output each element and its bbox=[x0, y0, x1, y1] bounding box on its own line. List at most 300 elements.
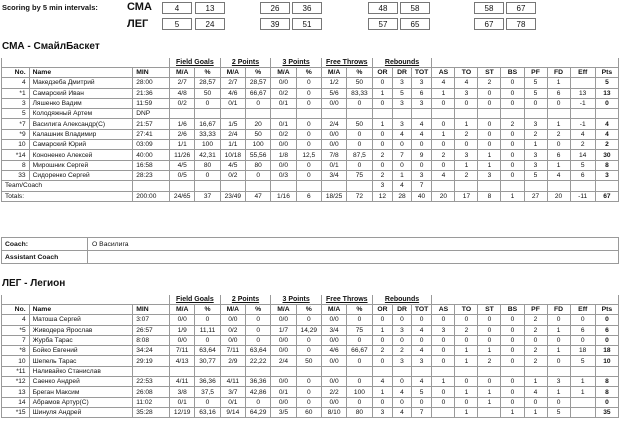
stat-cell: 0 bbox=[524, 397, 547, 407]
totals-cell: 23/49 bbox=[220, 191, 245, 201]
stat-cell: 60 bbox=[296, 407, 321, 417]
player-pts: 8 bbox=[595, 387, 618, 397]
stat-cell: 0/0 bbox=[321, 397, 346, 407]
player-row bbox=[2, 109, 619, 119]
stat-cell: 1 bbox=[547, 119, 570, 129]
stat-cell bbox=[570, 181, 595, 191]
stat-cell: 4/8 bbox=[170, 88, 195, 98]
stat-cell: 4 bbox=[2, 78, 30, 88]
stat-cell: 0 bbox=[501, 387, 524, 397]
stat-cell bbox=[478, 366, 501, 376]
stat-cell: 0/1 bbox=[220, 397, 245, 407]
player-name: Абрамов Артур(С) bbox=[29, 397, 133, 407]
stat-cell: 36,36 bbox=[245, 377, 270, 387]
player-row bbox=[2, 356, 619, 366]
stat-cell bbox=[524, 366, 547, 376]
stat-cell: 2/6 bbox=[170, 129, 195, 139]
stat-cell: 0 bbox=[455, 377, 478, 387]
stat-cell: 0 bbox=[478, 325, 501, 335]
stat-cell: *15 bbox=[2, 407, 30, 417]
stat-cell bbox=[321, 109, 346, 119]
stat-cell: 0 bbox=[501, 98, 524, 108]
stat-cell: 0 bbox=[455, 397, 478, 407]
stat-cell: 0 bbox=[195, 170, 220, 180]
stat-cell: 2 bbox=[455, 170, 478, 180]
col-bs: BS bbox=[501, 68, 524, 78]
player-name: Кононенко Алексей bbox=[29, 150, 133, 160]
stat-cell: 26:08 bbox=[133, 387, 170, 397]
stat-cell: 3 bbox=[393, 119, 411, 129]
stat-cell: 0/2 bbox=[220, 170, 245, 180]
stat-cell: 0 bbox=[411, 335, 432, 345]
stat-cell: 0 bbox=[347, 315, 372, 325]
totals-cell: 20 bbox=[547, 191, 570, 201]
player-row bbox=[2, 325, 619, 335]
team-coach-row bbox=[2, 181, 619, 191]
player-row bbox=[2, 335, 619, 345]
player-pts: 6 bbox=[595, 325, 618, 335]
col-group-rebounds: Rebounds bbox=[372, 295, 432, 305]
player-name: Самарский Юрий bbox=[29, 140, 133, 150]
stat-cell: 4 bbox=[393, 181, 411, 191]
stat-cell: 0 bbox=[478, 98, 501, 108]
stat-cell: 1/1 bbox=[170, 140, 195, 150]
totals-cell: 200:00 bbox=[133, 191, 170, 201]
player-row bbox=[2, 150, 619, 160]
stat-cell: 3 bbox=[411, 98, 432, 108]
stat-cell: 3 bbox=[372, 407, 393, 417]
stat-cell: 2 bbox=[524, 129, 547, 139]
stat-cell: 0 bbox=[432, 315, 455, 325]
stat-cell: 28:00 bbox=[133, 78, 170, 88]
player-name: Ляшенко Вадим bbox=[29, 98, 133, 108]
col-group-2-points: 2 Points bbox=[220, 58, 271, 68]
stat-cell bbox=[271, 109, 296, 119]
stat-cell bbox=[393, 366, 411, 376]
stat-cell: 4 bbox=[411, 377, 432, 387]
stat-cell: 3 bbox=[411, 170, 432, 180]
stat-cell: 0 bbox=[501, 170, 524, 180]
stat-cell: 1 bbox=[478, 150, 501, 160]
col-st: ST bbox=[478, 305, 501, 315]
stat-cell: 0 bbox=[524, 98, 547, 108]
col-group-2-points: 2 Points bbox=[220, 295, 271, 305]
stat-cell bbox=[321, 366, 346, 376]
player-row bbox=[2, 140, 619, 150]
stat-cell bbox=[296, 366, 321, 376]
col-ma: M/A bbox=[271, 68, 296, 78]
stat-cell: 21:57 bbox=[133, 119, 170, 129]
player-pts: 8 bbox=[595, 160, 618, 170]
stat-cell bbox=[595, 181, 618, 191]
col-pts: Pts bbox=[595, 68, 618, 78]
stat-cell: 11,11 bbox=[195, 325, 220, 335]
stat-cell bbox=[411, 366, 432, 376]
stat-cell: 3 bbox=[524, 119, 547, 129]
stat-cell: 6 bbox=[547, 88, 570, 98]
stat-cell: 0 bbox=[455, 315, 478, 325]
stat-cell: *11 bbox=[2, 366, 30, 376]
stat-cell: 80 bbox=[195, 160, 220, 170]
stat-cell: 0 bbox=[245, 397, 270, 407]
stat-cell: 1 bbox=[478, 160, 501, 170]
stat-cell: 0 bbox=[347, 129, 372, 139]
stat-cell: 1 bbox=[432, 129, 455, 139]
stat-cell: 3 bbox=[411, 356, 432, 366]
scoring-cell: 4 bbox=[162, 2, 192, 14]
stat-cell: 0 bbox=[195, 335, 220, 345]
stat-cell bbox=[220, 181, 245, 191]
scoring-team-1: СМА bbox=[127, 1, 152, 13]
stat-cell: 1 bbox=[547, 325, 570, 335]
stat-cell: 2 bbox=[547, 129, 570, 139]
stat-cell: 0/1 bbox=[170, 397, 195, 407]
stat-cell bbox=[296, 181, 321, 191]
stat-cell: 0/3 bbox=[271, 170, 296, 180]
stat-cell bbox=[547, 109, 570, 119]
stat-cell: 6 bbox=[547, 150, 570, 160]
stat-cell: 1 bbox=[570, 387, 595, 397]
stat-cell: 0 bbox=[411, 315, 432, 325]
stat-cell: 11/26 bbox=[170, 150, 195, 160]
stat-cell: 7 bbox=[411, 181, 432, 191]
stat-cell: 4/6 bbox=[321, 346, 346, 356]
stat-cell: 5 bbox=[524, 78, 547, 88]
stat-cell: 7 bbox=[411, 407, 432, 417]
stat-cell bbox=[347, 366, 372, 376]
stat-cell: 7/11 bbox=[170, 346, 195, 356]
stat-cell: 0 bbox=[432, 356, 455, 366]
stat-cell: DNP bbox=[133, 109, 170, 119]
scoring-cell: 58 bbox=[400, 2, 430, 14]
player-pts: 18 bbox=[595, 346, 618, 356]
scoring-cell: 57 bbox=[368, 18, 398, 30]
stat-cell: 1/5 bbox=[220, 119, 245, 129]
stat-cell: 0 bbox=[347, 377, 372, 387]
stat-cell: 0 bbox=[393, 335, 411, 345]
stat-cell: 0 bbox=[296, 98, 321, 108]
stat-cell bbox=[170, 366, 195, 376]
stat-cell: 0/0 bbox=[321, 377, 346, 387]
stat-cell: 55,56 bbox=[245, 150, 270, 160]
stat-cell: 1 bbox=[547, 387, 570, 397]
stat-cell: 0/0 bbox=[321, 129, 346, 139]
player-name: Македзеба Дмитрий bbox=[29, 78, 133, 88]
stat-cell: 1 bbox=[372, 119, 393, 129]
scoring-cell: 78 bbox=[506, 18, 536, 30]
stat-cell: 0 bbox=[296, 88, 321, 98]
stat-cell: 4 bbox=[524, 387, 547, 397]
stat-cell: 26:57 bbox=[133, 325, 170, 335]
stat-cell bbox=[245, 366, 270, 376]
stat-cell: 0 bbox=[432, 140, 455, 150]
col-min: MIN bbox=[133, 68, 170, 78]
stat-cell: 0 bbox=[296, 335, 321, 345]
player-row bbox=[2, 346, 619, 356]
player-row bbox=[2, 387, 619, 397]
stat-cell: 4 bbox=[393, 407, 411, 417]
stat-cell: 3 bbox=[547, 377, 570, 387]
stat-cell: 0 bbox=[432, 119, 455, 129]
stat-cell: 2/4 bbox=[321, 119, 346, 129]
player-name: Шепель Тарас bbox=[29, 356, 133, 366]
stat-cell: 4 bbox=[547, 170, 570, 180]
stat-cell bbox=[547, 181, 570, 191]
stat-cell: 2/7 bbox=[170, 78, 195, 88]
stat-cell: 2 bbox=[478, 78, 501, 88]
player-name: Калашник Владимир bbox=[29, 129, 133, 139]
stat-cell bbox=[524, 181, 547, 191]
stat-cell: 4/11 bbox=[170, 377, 195, 387]
stat-cell: 5 bbox=[547, 407, 570, 417]
stat-cell: 0 bbox=[455, 98, 478, 108]
stat-cell: 0 bbox=[432, 346, 455, 356]
stat-cell: 0/0 bbox=[321, 315, 346, 325]
stat-cell: 0 bbox=[501, 150, 524, 160]
stat-cell: 75 bbox=[347, 170, 372, 180]
stat-cell: 0 bbox=[296, 346, 321, 356]
stat-cell: 0 bbox=[547, 98, 570, 108]
scoring-cell: 13 bbox=[195, 2, 225, 14]
col-to: TO bbox=[455, 305, 478, 315]
col-fd: FD bbox=[547, 68, 570, 78]
player-row bbox=[2, 397, 619, 407]
totals-cell: 47 bbox=[245, 191, 270, 201]
stat-cell bbox=[411, 109, 432, 119]
stat-cell: 0 bbox=[245, 170, 270, 180]
stat-cell bbox=[478, 407, 501, 417]
player-pts: 5 bbox=[595, 78, 618, 88]
player-row bbox=[2, 160, 619, 170]
stat-cell: 28,57 bbox=[245, 78, 270, 88]
stat-cell: 0 bbox=[245, 325, 270, 335]
stat-cell: 0 bbox=[372, 140, 393, 150]
player-pts: 0 bbox=[595, 98, 618, 108]
stat-cell: 63,64 bbox=[245, 346, 270, 356]
col-name: Name bbox=[29, 68, 133, 78]
stat-cell: 0/0 bbox=[271, 78, 296, 88]
col-tot: TOT bbox=[411, 68, 432, 78]
stat-cell: 1 bbox=[455, 346, 478, 356]
stat-cell bbox=[195, 181, 220, 191]
stat-cell: 2 bbox=[501, 119, 524, 129]
stat-cell: 7 bbox=[393, 150, 411, 160]
col-pf: PF bbox=[524, 68, 547, 78]
player-row bbox=[2, 129, 619, 139]
col-ma: M/A bbox=[321, 305, 346, 315]
stat-cell: 0 bbox=[296, 315, 321, 325]
col-ma: M/A bbox=[220, 305, 245, 315]
stat-cell: 10 bbox=[2, 356, 30, 366]
stat-cell: *8 bbox=[2, 346, 30, 356]
totals-cell: -11 bbox=[570, 191, 595, 201]
stat-cell: 1 bbox=[478, 387, 501, 397]
player-pts: 0 bbox=[595, 315, 618, 325]
player-pts bbox=[595, 366, 618, 376]
stat-cell: 0/2 bbox=[271, 88, 296, 98]
stat-cell: 0 bbox=[347, 397, 372, 407]
stat-cell bbox=[570, 397, 595, 407]
stat-cell: 0 bbox=[347, 98, 372, 108]
stat-cell: 2 bbox=[524, 325, 547, 335]
stat-cell: 22,22 bbox=[245, 356, 270, 366]
col-no: No. bbox=[2, 68, 30, 78]
player-name: Самарский Иван bbox=[29, 88, 133, 98]
stat-cell: 100 bbox=[195, 140, 220, 150]
stat-cell: 0 bbox=[501, 325, 524, 335]
stat-cell: 0 bbox=[296, 397, 321, 407]
stat-cell: 03:09 bbox=[133, 140, 170, 150]
totals-cell: 28 bbox=[393, 191, 411, 201]
stat-cell bbox=[570, 78, 595, 88]
coach-label: Coach: bbox=[2, 238, 88, 251]
stat-cell: 0/0 bbox=[271, 140, 296, 150]
player-row bbox=[2, 88, 619, 98]
stat-cell: 0/0 bbox=[271, 397, 296, 407]
assistant-coach-name bbox=[88, 251, 619, 264]
stat-cell: 1/9 bbox=[170, 325, 195, 335]
stat-cell: 63,64 bbox=[195, 346, 220, 356]
stat-cell: 0 bbox=[372, 315, 393, 325]
stat-cell: 2 bbox=[393, 346, 411, 356]
col-ma: M/A bbox=[220, 68, 245, 78]
stat-cell: 3:07 bbox=[133, 315, 170, 325]
stat-cell bbox=[393, 109, 411, 119]
stat-cell: 3/7 bbox=[220, 387, 245, 397]
stat-cell: 0/5 bbox=[170, 170, 195, 180]
stat-cell: 0/0 bbox=[321, 335, 346, 345]
stat-cell: 0 bbox=[501, 397, 524, 407]
stat-cell: -1 bbox=[570, 98, 595, 108]
player-pts: 3 bbox=[595, 170, 618, 180]
stat-cell bbox=[321, 181, 346, 191]
stat-cell: 3/4 bbox=[321, 170, 346, 180]
stat-cell: 1 bbox=[372, 387, 393, 397]
col-pct: % bbox=[245, 305, 270, 315]
stat-cell: 3 bbox=[393, 98, 411, 108]
stat-cell: 2/2 bbox=[321, 387, 346, 397]
player-name: Бойко Евгений bbox=[29, 346, 133, 356]
totals-cell: 24/65 bbox=[170, 191, 195, 201]
player-name: Матоша Сергей bbox=[29, 315, 133, 325]
stat-cell: 1 bbox=[455, 407, 478, 417]
stat-cell: 0 bbox=[478, 315, 501, 325]
col-name: Name bbox=[29, 305, 133, 315]
stat-cell: 2 bbox=[455, 129, 478, 139]
stat-cell: 27:41 bbox=[133, 129, 170, 139]
col-dr: DR bbox=[393, 68, 411, 78]
stat-cell: 50 bbox=[296, 356, 321, 366]
stat-cell: 2 bbox=[478, 356, 501, 366]
stat-cell: 0 bbox=[432, 397, 455, 407]
stat-cell: 0 bbox=[501, 356, 524, 366]
header-blank bbox=[2, 58, 170, 68]
stat-cell: 4 bbox=[411, 119, 432, 129]
stat-cell: 0 bbox=[547, 356, 570, 366]
stat-cell: 4 bbox=[570, 129, 595, 139]
stat-cell: 2 bbox=[524, 346, 547, 356]
stat-cell: 1 bbox=[547, 346, 570, 356]
scoring-cell: 48 bbox=[368, 2, 398, 14]
player-row bbox=[2, 377, 619, 387]
col-ma: M/A bbox=[170, 305, 195, 315]
stat-cell: 4/11 bbox=[220, 377, 245, 387]
stat-cell: 0/0 bbox=[271, 315, 296, 325]
stat-cell: 42,31 bbox=[195, 150, 220, 160]
stat-cell bbox=[133, 181, 170, 191]
stat-cell: 0/0 bbox=[321, 356, 346, 366]
stat-cell: 2/4 bbox=[220, 129, 245, 139]
stat-cell: 80 bbox=[347, 407, 372, 417]
player-pts bbox=[595, 109, 618, 119]
scoring-title: Scoring by 5 min intervals: bbox=[2, 3, 98, 12]
col-eff: Eff bbox=[570, 68, 595, 78]
stat-cell: 0 bbox=[501, 346, 524, 356]
coach-name: О Василига bbox=[88, 238, 619, 251]
stat-cell: 0 bbox=[455, 140, 478, 150]
stat-cell: 1 bbox=[455, 119, 478, 129]
stat-cell: 0/0 bbox=[271, 377, 296, 387]
stat-cell: 33 bbox=[2, 170, 30, 180]
stat-cell: 0 bbox=[372, 335, 393, 345]
stat-cell: 0/0 bbox=[321, 98, 346, 108]
stat-cell: 0 bbox=[393, 160, 411, 170]
col-group-3-points: 3 Points bbox=[271, 295, 322, 305]
stat-cell bbox=[432, 407, 455, 417]
stat-cell: 29:19 bbox=[133, 356, 170, 366]
stat-cell: 0 bbox=[372, 78, 393, 88]
stat-cell: 3 bbox=[524, 150, 547, 160]
stat-cell: 4 bbox=[372, 377, 393, 387]
stat-cell: 1 bbox=[570, 377, 595, 387]
header-blank bbox=[432, 295, 619, 305]
stat-cell: 1/8 bbox=[271, 150, 296, 160]
stat-cell: 0 bbox=[524, 335, 547, 345]
col-group-field-goals: Field Goals bbox=[170, 58, 221, 68]
stat-cell: 2/9 bbox=[220, 356, 245, 366]
stat-cell bbox=[347, 181, 372, 191]
stat-cell: 7 bbox=[2, 335, 30, 345]
stat-cell: 1 bbox=[524, 377, 547, 387]
stat-cell bbox=[432, 181, 455, 191]
stat-cell bbox=[170, 181, 195, 191]
stat-cell bbox=[478, 109, 501, 119]
stat-cell: 8:08 bbox=[133, 335, 170, 345]
stat-cell: 14 bbox=[570, 150, 595, 160]
header-blank bbox=[2, 295, 170, 305]
totals-cell: 6 bbox=[296, 191, 321, 201]
stat-cell: 0 bbox=[501, 129, 524, 139]
stat-cell: 0 bbox=[478, 335, 501, 345]
col-as: AS bbox=[432, 68, 455, 78]
stat-cell: 0 bbox=[432, 387, 455, 397]
stat-cell: 0 bbox=[501, 377, 524, 387]
stat-cell: 0 bbox=[195, 98, 220, 108]
col-dr: DR bbox=[393, 305, 411, 315]
stat-cell: 28,57 bbox=[195, 78, 220, 88]
stat-cell: 30,77 bbox=[195, 356, 220, 366]
stat-cell: 0/1 bbox=[321, 160, 346, 170]
stat-cell bbox=[245, 181, 270, 191]
totals-cell: 18/25 bbox=[321, 191, 346, 201]
stat-cell bbox=[455, 366, 478, 376]
stat-cell: 36,36 bbox=[195, 377, 220, 387]
player-row bbox=[2, 407, 619, 417]
player-name: Колодяжный Артем bbox=[29, 109, 133, 119]
col-ma: M/A bbox=[271, 305, 296, 315]
stat-cell bbox=[570, 366, 595, 376]
stat-cell: 20 bbox=[245, 119, 270, 129]
